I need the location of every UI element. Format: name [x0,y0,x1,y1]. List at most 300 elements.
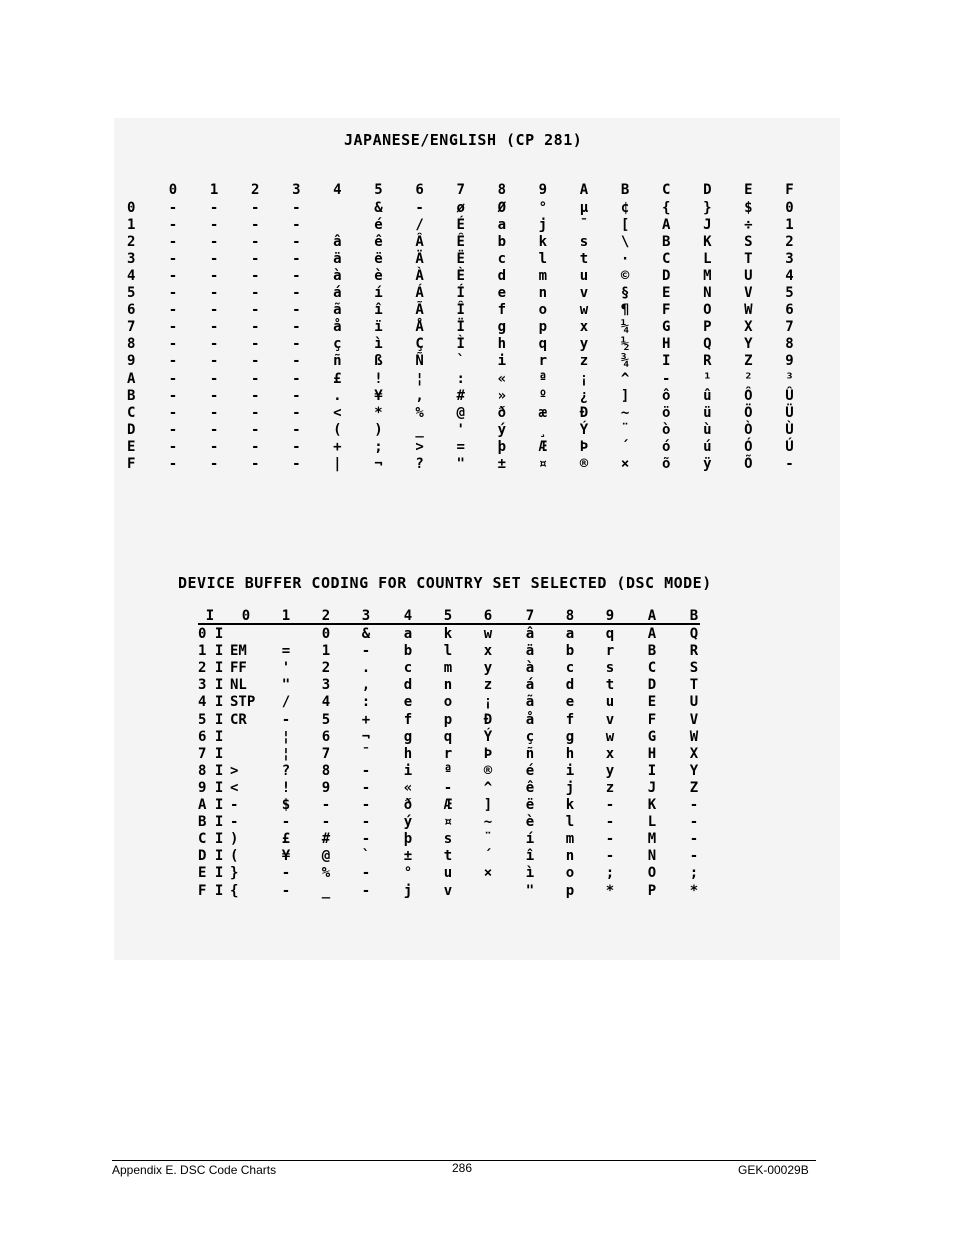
t2-cell: - [361,814,371,831]
t1-cell: D [661,268,671,285]
t2-cell: W [689,728,699,745]
t2-cell: U [689,694,699,711]
t1-cell: ÿ [703,455,712,472]
t1-cell: k [538,234,548,251]
t1-cell: - [168,370,178,387]
t1-row-header: 9 [127,353,136,370]
t1-cell: > [415,438,424,455]
t1-cell: { [661,200,671,216]
t1-cell: ü [703,404,712,421]
t1-cell: s [579,234,589,251]
t1-cell: c [497,251,507,268]
t2-cell: Ý [483,728,493,745]
t2-cell: B [647,643,657,660]
t1-cell: â [333,234,342,251]
t1-cell: è [374,268,383,285]
t2-cell: i [403,762,413,779]
t1-cell: Ù [785,421,794,438]
t2-col-header: 8 [565,608,575,624]
t2-cell: l [443,643,453,660]
t1-cell: õ [661,455,671,472]
t2-cell: ¥ [281,848,291,865]
t2-cell: d [565,677,575,694]
t1-cell: ù [703,421,712,438]
t2-col-header: 7 [525,608,535,624]
t2-cell: " [281,677,291,694]
t2-cell: ê [525,779,535,796]
t1-cell: [ [620,217,630,234]
t2-row-header: C I [198,831,224,848]
t2-cell: ) [230,831,239,848]
t2-cell: + [361,711,371,728]
t1-cell: - [292,217,301,234]
t1-cell: ° [538,200,548,216]
t1-cell: j [538,217,548,234]
t1-col-header: 7 [456,182,465,198]
t1-cell: ß [374,353,383,370]
t2-cell: - [361,831,371,848]
t1-cell: - [209,285,219,302]
t1-cell: - [250,285,260,302]
t1-cell: T [744,251,753,268]
t1-cell: - [292,319,301,336]
t2-cell: @ [321,848,331,865]
t2-cell: * [605,882,615,899]
t1-row-header: 1 [127,217,136,234]
t1-cell: - [250,421,260,438]
t2-col-header: 2 [321,608,331,624]
t1-row-header: 3 [127,251,136,268]
t2-cell: & [361,626,371,642]
t2-cell: S [689,660,699,677]
t2-cell: w [605,728,615,745]
t1-cell: + [333,438,342,455]
t2-cell: ¦ [281,728,291,745]
t1-cell: - [168,421,178,438]
t1-cell: » [497,387,507,404]
t1-cell: È [456,268,465,285]
t1-cell: - [168,319,178,336]
t1-cell: ¬ [374,455,383,472]
t1-cell: Ï [456,319,465,336]
t2-cell: n [443,677,453,694]
t2-cell: Ð [483,711,493,728]
t1-cell: 1 [785,217,794,234]
t2-cell: - [361,865,371,882]
t2-cell: - [321,814,331,831]
t2-cell: ® [483,762,493,779]
t1-cell: ÷ [744,217,753,234]
t2-cell: - [605,848,615,865]
t1-cell: v [579,285,589,302]
t1-cell: ø [456,200,465,216]
t1-cell: µ [579,200,589,216]
t1-cell: ¼ [620,319,630,336]
t1-cell: ~ [620,404,630,421]
t2-row-header: 0 I [198,626,224,642]
t1-cell: d [497,268,507,285]
t2-col-header: 5 [443,608,453,624]
t1-cell: ô [661,387,671,404]
t1-cell: K [703,234,712,251]
t1-cell: P [703,319,712,336]
t1-cell: ã [333,302,342,319]
t1-cell: ^ [620,370,630,387]
t2-cell: 3 [321,677,331,694]
t1-cell: û [703,387,712,404]
t1-cell: M [703,268,712,285]
t1-cell: ( [333,421,342,438]
t1-cell: - [250,217,260,234]
t2-cell: ¡ [483,694,493,711]
t2-cell: Z [689,779,699,796]
t2-cell: ª [443,762,453,779]
t1-cell: - [250,455,260,472]
t2-cell: h [403,745,413,762]
t1-col-header: 0 [168,182,178,198]
t1-cell: ì [374,336,383,353]
t2-cell: ; [605,865,615,882]
t1-cell: ö [661,404,671,421]
t2-cell: à [525,660,535,677]
t1-cell: - [292,302,301,319]
t2-cell: # [321,831,331,848]
table2-title: DEVICE BUFFER CODING FOR COUNTRY SET SELECTED (DSC MODE) [178,574,712,592]
t2-cell: - [281,865,291,882]
t1-cell: ¸ [538,421,548,438]
t1-cell: ò [661,421,671,438]
t1-cell: ] [620,387,630,404]
t1-cell: - [209,353,219,370]
t1-cell: h [497,336,507,353]
t1-cell: - [292,421,301,438]
t1-cell: - [168,251,178,268]
t2-cell: : [361,694,371,711]
t2-cell: G [647,728,657,745]
t2-col-header: 3 [361,608,371,624]
t2-cell: £ [281,831,291,848]
t1-cell: Û [785,387,794,404]
t2-cell: ¨ [483,831,493,848]
t1-col-header: B [620,182,630,198]
t2-col-header: 4 [403,608,413,624]
t1-row-header: 5 [127,285,136,302]
t2-cell: u [443,865,453,882]
t1-row-header: A [127,370,136,387]
t1-cell: - [209,438,219,455]
t2-cell: H [647,745,657,762]
t2-cell: ð [403,797,413,813]
t2-cell: - [321,797,331,813]
t1-cell: Ó [744,438,753,455]
t1-cell: y [579,336,589,353]
t2-cell: t [443,848,453,865]
t1-cell: Î [456,302,465,319]
t2-cell: " [525,882,535,899]
t1-cell: - [250,353,260,370]
t1-cell: f [497,302,507,319]
t1-cell: Í [456,285,465,302]
t2-cell: - [689,814,699,831]
t2-cell: D [647,677,657,694]
t2-cell: b [565,643,575,660]
t2-cell: 8 [321,762,331,779]
t1-cell: u [579,268,589,285]
t1-cell: ´ [620,438,630,455]
t1-row-header: F [127,455,136,472]
t1-cell: ç [333,336,342,353]
t2-cell: < [230,779,239,796]
t2-row-header: 4 I [198,694,224,711]
t2-cell: q [605,626,615,642]
t2-cell: q [443,728,453,745]
t1-cell: * [374,404,383,421]
t2-cell: o [565,865,575,882]
t1-cell: : [456,370,465,387]
t2-cell: E [647,694,657,711]
t1-cell: - [292,336,301,353]
t1-cell: - [250,302,260,319]
footer-section-title: Appendix E. DSC Code Charts [112,1163,277,1177]
t1-cell: } [703,200,712,216]
t1-row-header: 0 [127,200,136,216]
t2-row-header: 8 I [198,762,224,779]
t1-cell: 4 [785,268,794,285]
t1-cell: ; [374,438,383,455]
t2-cell: í [525,831,535,848]
t2-cell: e [565,694,575,711]
t1-cell: × [620,455,630,472]
t1-cell: ý [497,421,507,438]
t1-cell: ä [333,251,342,268]
t2-cell: n [565,848,575,865]
document-code: GEK-00029B [738,1163,809,1177]
t1-cell: Ô [744,387,753,404]
t2-cell: ä [525,643,535,660]
t1-cell: ! [374,370,383,387]
t1-cell: C [661,251,671,268]
t2-cell: t [605,677,615,694]
t2-cell: « [403,779,413,796]
t1-cell: Ì [456,336,465,353]
t1-cell: , [415,387,424,404]
t2-cell: 0 [321,626,331,642]
t1-cell: 6 [785,302,794,319]
t1-cell: 5 [785,285,794,302]
t2-cell: Þ [483,745,493,762]
t2-cell: P [647,882,657,899]
t1-cell: ¦ [415,370,424,387]
t2-cell: d [403,677,413,694]
t2-cell: 1 [321,643,331,660]
t1-cell: - [250,370,260,387]
t1-cell: £ [333,370,342,387]
t2-cell: - [605,797,615,813]
t2-cell: - [281,711,291,728]
t2-col-header: 1 [281,608,291,624]
t1-cell: & [374,200,383,216]
t1-cell: Ç [415,336,424,353]
t2-cell: b [403,643,413,660]
t2-cell: ´ [483,848,493,865]
t1-cell: t [579,251,589,268]
t2-cell: ' [281,660,291,677]
t2-cell: - [361,762,371,779]
t2-cell: C [647,660,657,677]
t2-cell: e [403,694,413,711]
t1-cell: 7 [785,319,794,336]
t1-cell: ª [538,370,548,387]
t1-cell: - [209,268,219,285]
t1-cell: Z [744,353,753,370]
t1-cell: ë [374,251,383,268]
t1-cell: ¡ [579,370,589,387]
t2-cell: - [361,779,371,796]
t2-cell: FF [230,660,247,677]
t1-cell: 8 [785,336,794,353]
t1-cell: a [497,217,507,234]
t2-cell: } [230,865,239,882]
t1-cell: - [250,438,260,455]
t1-cell: - [250,251,260,268]
t1-cell: b [497,234,507,251]
t2-row-header: D I [198,848,224,865]
t1-cell: í [374,285,383,302]
t2-cell: þ [403,831,413,848]
t2-cell: EM [230,643,247,660]
t1-cell: z [579,353,589,370]
t1-cell: - [250,387,260,404]
t1-cell: - [168,336,178,353]
t1-cell: - [292,200,301,216]
t2-cell: ñ [525,745,535,762]
t1-cell: - [168,353,178,370]
t2-cell: ° [403,865,413,882]
t2-cell: - [281,882,291,899]
t1-cell: Ä [415,251,424,268]
t1-cell: - [785,455,794,472]
t1-col-header: D [703,182,712,198]
t2-cell: - [361,882,371,899]
t2-cell: K [647,797,657,813]
t1-row-header: B [127,387,136,404]
t1-cell: = [456,438,465,455]
t2-cell: ] [483,797,493,813]
t1-cell: | [333,455,342,472]
t2-cell: × [483,865,493,882]
t1-cell: ¯ [579,217,589,234]
t1-cell: ¤ [538,455,548,472]
t2-cell: ¬ [361,728,371,745]
t2-row-header: 7 I [198,745,224,762]
t2-cell: ( [230,848,239,865]
t2-cell: ë [525,797,535,813]
t2-cell: N [647,848,657,865]
t2-cell: y [605,762,615,779]
t2-cell: ^ [483,779,493,796]
t1-cell: p [538,319,548,336]
t2-cell: é [525,762,535,779]
t1-cell: Ü [785,404,794,421]
t2-cell: c [565,660,575,677]
t1-cell: - [168,404,178,421]
t2-cell: - [689,831,699,848]
t1-cell: F [661,302,671,319]
t2-cell: F [647,711,657,728]
t2-cell: ? [281,762,291,779]
t1-cell: - [250,319,260,336]
t2-cell: = [281,643,291,660]
t1-cell: - [292,404,301,421]
t1-cell: - [168,285,178,302]
t2-cell: 6 [321,728,331,745]
t1-cell: w [579,302,589,319]
t2-cell: å [525,711,535,728]
t2-cell: - [689,797,699,813]
t1-cell: ¾ [620,353,630,370]
t1-cell: © [620,268,630,285]
t2-cell: r [443,745,453,762]
t2-cell: j [565,779,575,796]
t1-col-header: 2 [250,182,260,198]
t2-cell: Æ [443,797,453,813]
t1-cell: o [538,302,548,319]
t2-row-header: 1 I [198,643,224,660]
t2-row-header: 2 I [198,660,224,677]
t1-cell: - [168,387,178,404]
t1-cell: Ø [497,200,507,216]
t1-cell: R [703,353,712,370]
t1-cell: N [703,285,712,302]
t2-cell: a [403,626,413,642]
t1-cell: Q [703,336,712,353]
t2-cell: 5 [321,711,331,728]
t1-cell: - [209,421,219,438]
t1-cell: å [333,319,342,336]
t2-cell: Y [689,762,699,779]
t1-cell: ñ [333,353,342,370]
t1-cell: - [292,285,301,302]
t1-cell: - [209,302,219,319]
t1-cell: Ñ [415,353,424,370]
t2-cell: f [565,711,575,728]
t2-cell: M [647,831,657,848]
t1-cell: / [415,217,424,234]
t1-cell: - [250,404,260,421]
t2-row-header: F I [198,882,224,899]
t2-row-header: 3 I [198,677,224,694]
t1-row-header: E [127,438,136,455]
t1-cell: þ [497,438,507,455]
t1-cell: - [168,268,178,285]
t1-cell: Á [415,285,424,302]
t1-cell: Å [415,319,424,336]
t2-cell: CR [230,711,247,728]
t2-cell: T [689,677,699,694]
t1-cell: ± [497,455,507,472]
t1-cell: Â [415,234,424,251]
t1-cell: W [744,302,753,319]
t2-cell: h [565,745,575,762]
t2-cell: , [361,677,371,694]
t1-cell: V [744,285,753,302]
t2-cell: _ [321,882,331,899]
t2-cell: Q [689,626,699,642]
t2-col-header: A [647,608,657,624]
t1-cell: - [168,302,178,319]
t1-cell: B [661,234,671,251]
t1-row-header: D [127,421,136,438]
